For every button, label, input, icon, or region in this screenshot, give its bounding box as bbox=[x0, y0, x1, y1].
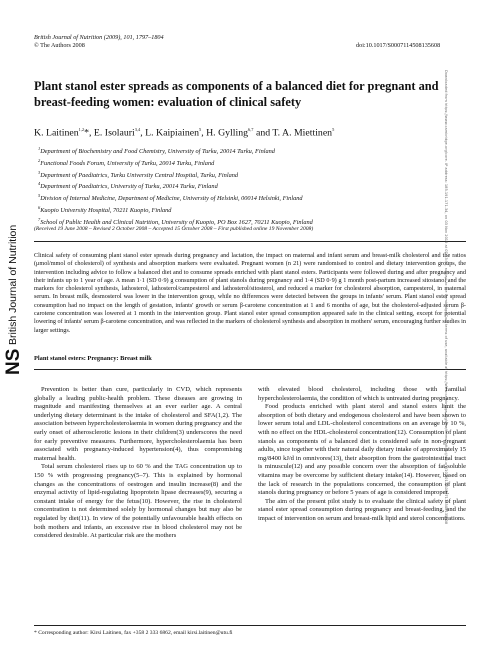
affiliation: $^1$Department of Biochemistry and Food Chemistry, University of Turku, 20014 Turku, Finland bbox=[38, 146, 275, 156]
body-column-left bbox=[34, 386, 242, 541]
ns-logo-icon bbox=[0, 225, 26, 375]
author-list: K. Laitinen$^{1,2}$*, E. Isolauri$^{3,4}$, L. Kaipiainen$^5$, H. Gylling$^{6,7}$ and T. A. Miettinen$^5$ bbox=[34, 127, 335, 139]
paragraph: The aim of the present pilot study is to evaluate the clinical safety of plant stanol ester spread consumption during pregnancy and breast-feeding, and the impact of intervention on serum and breast-milk lipid and sterol concentrations. bbox=[258, 497, 466, 522]
ns-letters: NS bbox=[3, 348, 24, 375]
journal-side-logo bbox=[0, 225, 26, 375]
keywords: Plant stanol esters: Pregnancy: Breast milk bbox=[34, 355, 152, 362]
copyright-line: © The Authors 2008 bbox=[34, 42, 85, 49]
body-column-right bbox=[258, 386, 466, 524]
footnote-divider bbox=[34, 625, 466, 626]
abstract: Clinical safety of consuming plant stanol ester spreads during pregnancy and lactation, the impact on maternal and infant serum and breast-milk cholesterol and the ratios (μmol/mmol of cholesterol) of synthesis and absorption markers were evaluated. Pregnant women (n 21) were randomised to control and dietary intervention groups, the intervention including advice to follow a balanced diet and to consume spreads enriched with plant stanol esters. Participants were followed during and after pregnancy and their infants up to 1 year of age. A mean 1·1 (SD 0·9) g consumption of plant stanols during pregnancy and 1·4 (SD 0·9) g 1 month post-partum increased sitostanol and the markers for cholesterol synthesis, lathosterol, lathosterol/campesterol and lathosterol/sitosterol, and reduced a marker for cholesterol absorption, campesterol, in maternal serum. In breast milk, desmosterol was lower in the intervention group, while no differences were detected between the groups in infants' serum. Plant stanol ester spread consumption had no impact on the length of gestation, infants' growth or serum β-carotene concentration at 1 and 6 months of age, but the cholesterol-adjusted serum β-carotene concentration was lowered at 1 month in the intervention group. Plant stanol ester spread consumption appeared safe in the clinical setting, except for potential lowering of infants' serum β-carotene concentration, and was reflected in the markers of cholesterol synthesis and absorption in mothers' serum, encouraging further studies in larger settings. bbox=[34, 252, 466, 334]
affiliation: $^3$Department of Paediatrics, Turku University Central Hospital, Turku, Finland bbox=[38, 169, 239, 179]
affiliation: $^5$Division of Internal Medicine, Department of Medicine, University of Helsinki, 00014 Helsinki, Finland bbox=[38, 193, 303, 203]
side-journal-name: British Journal of Nutrition bbox=[7, 225, 19, 345]
paragraph: Total serum cholesterol rises up to 60 % and the TAG concentration up to 150 % with progressing pregnancy(5–7). This is explained by hormonal changes as the concentrations of oestrogen and insulin increase(8) and the enzymal activity of lipid-regulating lipoprotein lipase decreases(9), securing a constant intake of energy for the fetus(10). However, the rise in cholesterol concentration is not determined solely by hormonal changes but may also be regulated by diet(11). In view of the potentially unfavourable health effects on both mothers and infants, an excessive rise in blood cholesterol may not be considered desirable. At particular risk are the mothers bbox=[34, 463, 242, 540]
received-dates: (Received 19 June 2008 – Revised 2 October 2008 – Accepted 15 October 2008 – First published online 19 November 2008) bbox=[34, 226, 314, 232]
affiliation: $^4$Department of Paediatrics, University of Turku, 20014 Turku, Finland bbox=[38, 181, 218, 191]
paragraph: Food products enriched with plant sterol and stanol esters limit the absorption of both dietary and endogenous cholesterol and have been shown to lower serum total and LDL-cholesterol concentrations on an average by 10 %, with no effect on the HDL-cholesterol concentration(12). Consumption of plant stanols as components of a balanced diet is considered safe in non-pregnant adults, since together with their natural daily dietary intake of approximately 15 mg/8400 kJ/d in omnivores(13), their absorption from the gastrointestinal tract is minuscule(12) and any possible concern over the absorption of fat-soluble vitamins may be overcome by sufficient dietary intake(14). However, based on the lack of research in the populations concerned, the consumption of plant stanols during pregnancy or before 5 years of age is considered improper. bbox=[258, 403, 466, 497]
journal-citation: British Journal of Nutrition (2009), 101, 1797–1804 bbox=[34, 34, 164, 41]
doi-line: doi:10.1017/S0007114508135608 bbox=[356, 42, 441, 49]
affiliation: $^7$School of Public Health and Clinical Nutrition, University of Kuopio, PO Box 1627, 70211 Kuopio, Finland bbox=[38, 216, 313, 226]
affiliation: $^2$Functional Foods Forum, University of Turku, 20014 Turku, Finland bbox=[38, 157, 215, 167]
paragraph: Prevention is better than cure, particularly in CVD, which represents globally a leading public-health problem. These diseases are growing in magnitude and manifesting themselves at an ever earlier age. A central underlying dietary determinant is the intake of cholesterol and SFA(1,2). The association between hypercholesterolaemia in women during pregnancy and the early onset of atherosclerotic lesions in their children(3) underscores the need for early preventive measures. Furthermore, hypercholesterolaemia has been associated with pregnancy-induced hypertension(4), thus compromising maternal health. bbox=[34, 386, 242, 462]
article-title: Plant stanol ester spreads as components of a balanced diet for pregnant and breast-feeding women: evaluation of clinical safety bbox=[34, 79, 439, 109]
divider bbox=[34, 369, 466, 370]
corresponding-author-footnote: * Corresponding author: Kirsi Laitinen, fax +358 2 333 6862, email kirsi.laitinen@utu.fi bbox=[34, 630, 233, 636]
affiliations bbox=[38, 145, 458, 228]
paragraph: with elevated blood cholesterol, including those with familial hypercholesterolaemia, the condition of which is untreated during pregnancy. bbox=[258, 386, 466, 402]
download-notice: Downloaded from https://www.cambridge.org/core. IP address: 185.191.171.34, on 03 Nov 2019 at 07:53:57, subject to the Cambridge Core terms of use, available at https://www.cambridge.org/core/terms. https://doi.org/10.1017/S0007114508135608 bbox=[444, 70, 448, 525]
affiliation: $^6$Kuopio University Hospital, 70211 Kuopio, Finland bbox=[38, 204, 172, 215]
divider bbox=[34, 241, 466, 242]
